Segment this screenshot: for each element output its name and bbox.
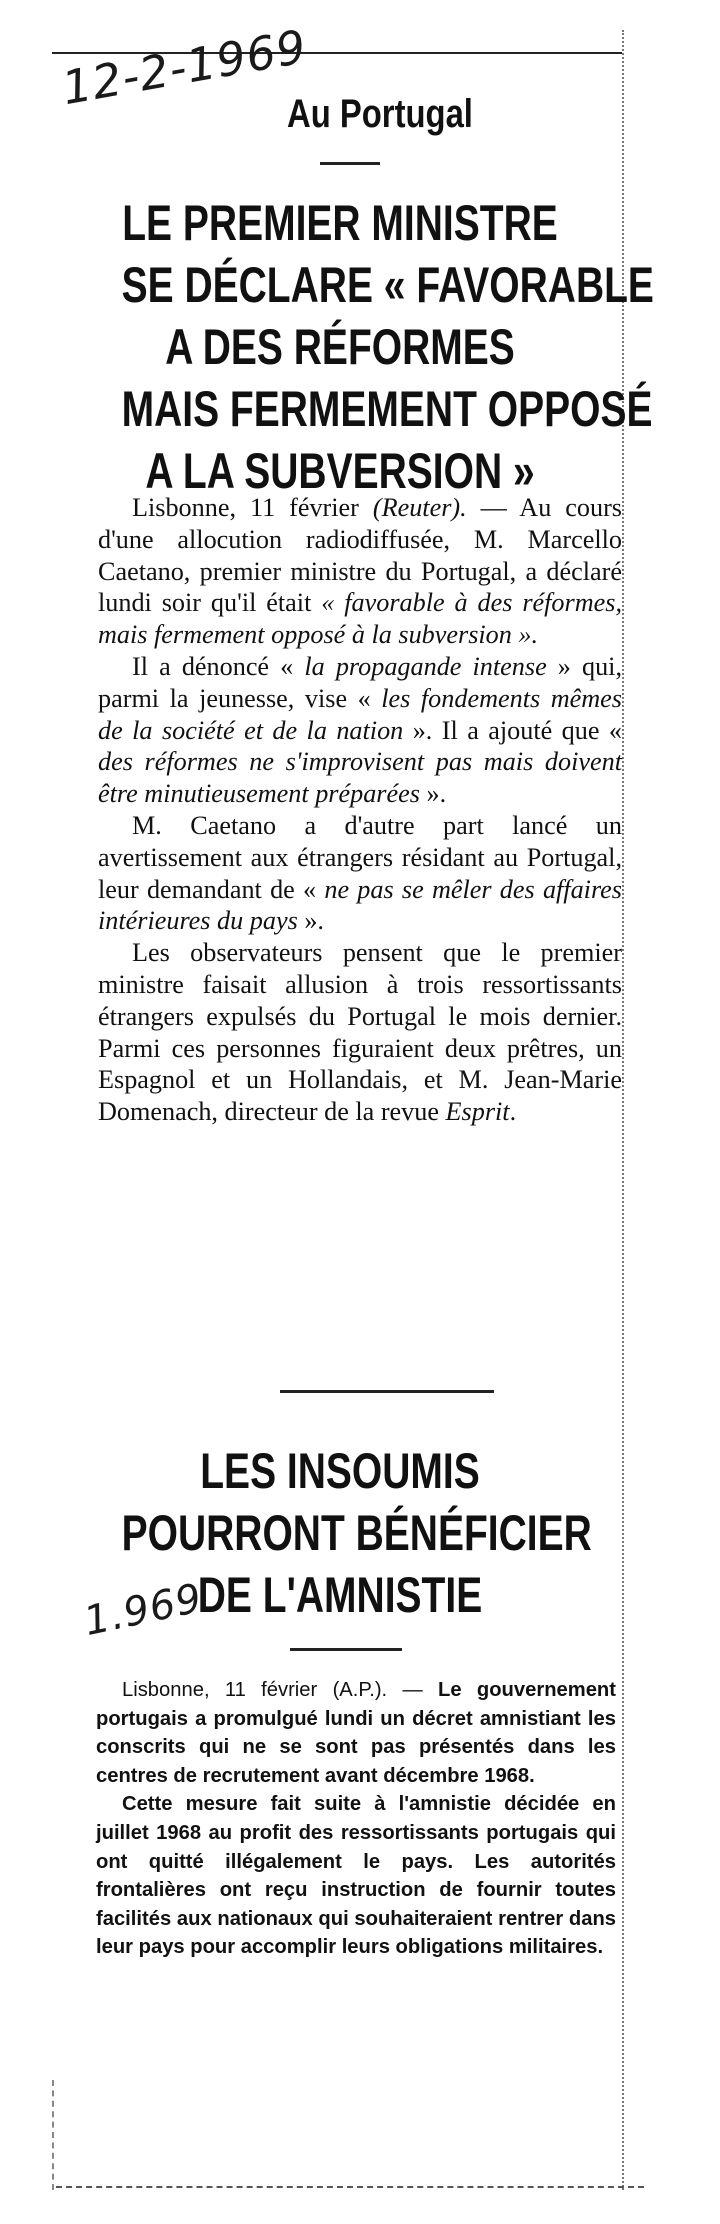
review-title: Esprit: [445, 1097, 510, 1127]
paragraph-text: Les observateurs pensent que le premier ministre faisait allusion à trois ressortissants étrangers expulsés du Portugal le mois dernier. Parmi ces personnes figuraient deux prêtres, un Espagnol et un Hollandais, et M. Jean-Marie Domenach, directeur de la revue: [98, 938, 622, 1127]
article2-body: [96, 1676, 616, 1962]
right-cut-edge: [622, 30, 624, 2190]
quote: « favorable à des réformes, mais fermement opposé à la subversion ».: [98, 588, 622, 650]
headline-line: LE PREMIER MINISTRE: [122, 195, 558, 251]
paragraph-text: ».: [419, 779, 447, 809]
article-separator: [280, 1390, 494, 1393]
paragraph-text: ».: [297, 906, 324, 936]
paragraph-text: Il a dénoncé «: [132, 651, 305, 681]
headline-line: POURRONT BÉNÉFICIER: [121, 1505, 592, 1561]
left-cut-edge: [52, 2080, 54, 2190]
article2-paragraph: [96, 1790, 616, 1962]
paragraph-text: ». Il a ajouté que «: [403, 715, 622, 745]
quote: des réformes ne s'improvisent pas mais doivent être minutieusement préparées: [98, 747, 622, 809]
article1-body: [98, 492, 622, 1128]
headline-line: MAIS FERMEMENT OPPOSÉ: [121, 381, 653, 437]
paragraph-text: Le gouvernement portugais a promulgué lundi un décret amnistiant les conscrits qui ne se sont pas présentés dans les centres de recrutement avant décembre 1968.: [96, 1679, 616, 1787]
article1-paragraph: [98, 810, 622, 937]
dateline: Lisbonne, 11 février: [132, 493, 373, 522]
quote: ne pas se mêler des affaires intérieures du pays: [98, 874, 622, 936]
paragraph-text: » qui, parmi la jeunesse, vise «: [98, 651, 623, 713]
bottom-cut-edge: [56, 2186, 644, 2188]
quote: les fondements mêmes de la société et de la nation: [98, 683, 622, 745]
headline-line: DE L'AMNISTIE: [197, 1567, 483, 1623]
headline-underline: [290, 1648, 402, 1651]
article1-paragraph: [98, 937, 622, 1128]
dateline: Lisbonne, 11 février (A.P.). —: [122, 1679, 423, 1701]
paragraph-text: M. Caetano a d'autre part lancé un avertissement aux étrangers résidant au Portugal, leur demandant de «: [98, 810, 622, 904]
handwritten-date: 12-2-1969: [58, 19, 311, 116]
headline-line: A LA SUBVERSION »: [145, 443, 535, 499]
paragraph-text: — Au cours d'une allocution radiodiffusée, M. Marcello Caetano, premier ministre du Portugal, a déclaré lundi soir qu'il était: [98, 493, 622, 618]
handwritten-year: 1.969: [80, 1575, 207, 1645]
agency: (Reuter).: [372, 493, 467, 522]
headline-line: LES INSOUMIS: [200, 1443, 480, 1499]
kicker-underline: [320, 162, 380, 165]
section-kicker: Au Portugal: [287, 92, 473, 136]
article1-headline: [60, 192, 654, 502]
headline-line: A DES RÉFORMES: [165, 319, 515, 375]
paragraph-text: Cette mesure fait suite à l'amnistie décidée en juillet 1968 au profit des ressortissants portugais qui ont quitté illégalement le pays. Les autorités frontalières ont reçu instruction de fournir toutes facilités aux nationaux qui souhaiteraient rentrer dans leur pays pour accomplir leurs obligations militaires.: [96, 1793, 616, 1959]
paragraph-text: .: [509, 1097, 517, 1127]
article2-headline: [60, 1440, 620, 1626]
article1-paragraph: [98, 651, 622, 810]
headline-line: SE DÉCLARE « FAVORABLE: [121, 257, 654, 313]
quote: la propagande intense: [304, 651, 547, 681]
article2-paragraph: [96, 1676, 616, 1790]
article1-paragraph: [98, 492, 622, 651]
